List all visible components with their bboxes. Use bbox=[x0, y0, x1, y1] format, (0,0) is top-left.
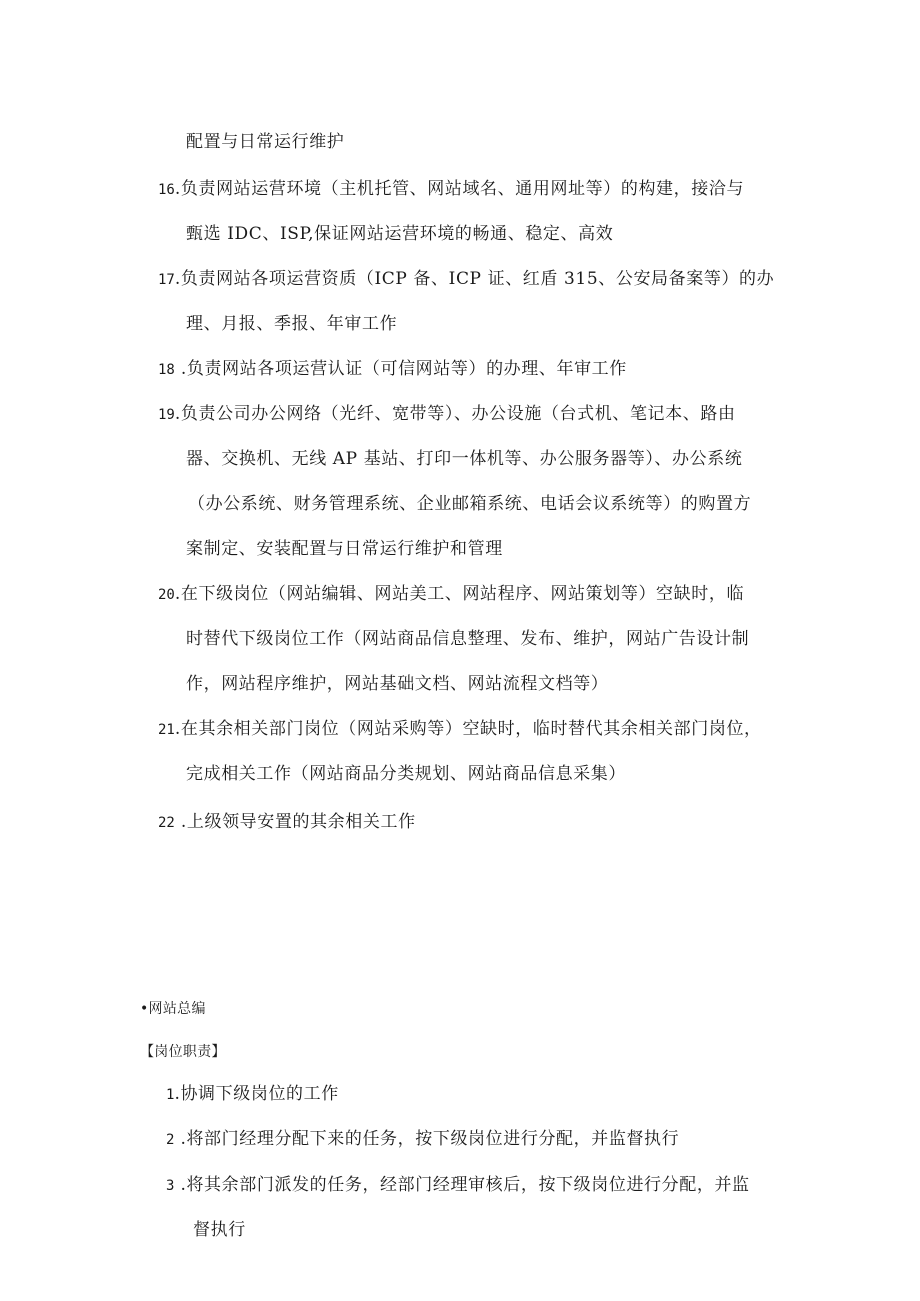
list-item-continuation bbox=[186, 130, 344, 154]
item-number: 22 bbox=[158, 815, 175, 831]
list-item-21-line-2 bbox=[186, 762, 626, 786]
duty-item-2 bbox=[166, 1127, 679, 1152]
item-text-line: .负责网站运营环境（主机托管、网站域名、通用网址等）的构建，接洽与 bbox=[174, 179, 745, 199]
item-text-line: 督执行 bbox=[193, 1220, 246, 1240]
item-text-line: 完成相关工作（网站商品分类规划、网站商品信息采集） bbox=[186, 764, 626, 784]
list-item-16 bbox=[158, 177, 744, 202]
item-text-line: .将其余部门派发的任务，经部门经理审核后，按下级岗位进行分配，并监 bbox=[174, 1175, 750, 1195]
item-number: 21 bbox=[158, 722, 175, 738]
list-item-19-line-2 bbox=[186, 447, 742, 471]
item-text-line: 器、交换机、无线 AP 基站、打印一体机等、办公服务器等）、办公系统 bbox=[186, 449, 743, 469]
item-number: 3 bbox=[166, 1178, 175, 1194]
list-item-20 bbox=[158, 582, 744, 607]
item-text-line: .负责网站各项运营资质（ICP 备、ICP 证、红盾 315、公安局备案等）的办 bbox=[174, 269, 775, 289]
item-text-line: .将部门经理分配下来的任务，按下级岗位进行分配，并监督执行 bbox=[174, 1129, 680, 1149]
item-number: 17 bbox=[158, 272, 175, 288]
list-item-18 bbox=[158, 357, 627, 382]
list-item-17 bbox=[158, 267, 774, 292]
item-text-line: 理、月报、季报、年审工作 bbox=[186, 314, 398, 334]
list-item-20-line-3 bbox=[186, 672, 608, 696]
item-number: 20 bbox=[158, 587, 175, 603]
item-text-line: .负责公司办公网络（光纤、宽带等）、办公设施（台式机、笔记本、路由 bbox=[174, 404, 736, 424]
list-item-20-line-2 bbox=[186, 627, 749, 651]
item-text-line: .负责网站各项运营认证（可信网站等）的办理、年审工作 bbox=[174, 359, 627, 379]
duty-item-3 bbox=[166, 1173, 750, 1198]
section-title-text: •网站总编 bbox=[140, 1001, 206, 1017]
section-subtitle bbox=[140, 1040, 226, 1064]
duty-item-3-line-2 bbox=[193, 1218, 246, 1242]
item-number: 16 bbox=[158, 182, 175, 198]
list-item-19-line-4 bbox=[186, 537, 503, 561]
list-item-19 bbox=[158, 402, 736, 427]
item-text-line: 案制定、安装配置与日常运行维护和管理 bbox=[186, 539, 503, 559]
item-text-line: （办公系统、财务管理系统、企业邮箱系统、电话会议系统等）的购置方 bbox=[188, 494, 752, 514]
item-text-line: .在下级岗位（网站编辑、网站美工、网站程序、网站策划等）空缺时，临 bbox=[174, 584, 745, 604]
section-subtitle-text: 【岗位职责】 bbox=[140, 1044, 226, 1060]
list-item-19-line-3 bbox=[188, 492, 751, 516]
item-text-line: .协调下级岗位的工作 bbox=[174, 1084, 339, 1104]
item-text-line: 作，网站程序维护，网站基础文档、网站流程文档等） bbox=[186, 674, 609, 694]
item-number: 1 bbox=[166, 1087, 175, 1103]
item-text-line: 配置与日常运行维护 bbox=[186, 132, 345, 152]
duty-item-1 bbox=[166, 1082, 339, 1107]
item-text-line: .上级领导安置的其余相关工作 bbox=[174, 812, 416, 832]
list-item-17-line-2 bbox=[186, 312, 397, 336]
list-item-16-line-2 bbox=[186, 222, 613, 246]
item-text-line: 时替代下级岗位工作（网站商品信息整理、发布、维护，网站广告设计制 bbox=[186, 629, 750, 649]
item-text-line: .在其余相关部门岗位（网站采购等）空缺时，临时替代其余相关部门岗位， bbox=[174, 719, 762, 739]
item-number: 18 bbox=[158, 362, 175, 378]
section-title bbox=[140, 997, 206, 1021]
item-text-line: 甄选 IDC、ISP,保证网站运营环境的畅通、稳定、高效 bbox=[186, 224, 614, 244]
item-number: 19 bbox=[158, 407, 175, 423]
list-item-21 bbox=[158, 717, 762, 742]
list-item-22 bbox=[158, 810, 416, 835]
item-number: 2 bbox=[166, 1132, 175, 1148]
